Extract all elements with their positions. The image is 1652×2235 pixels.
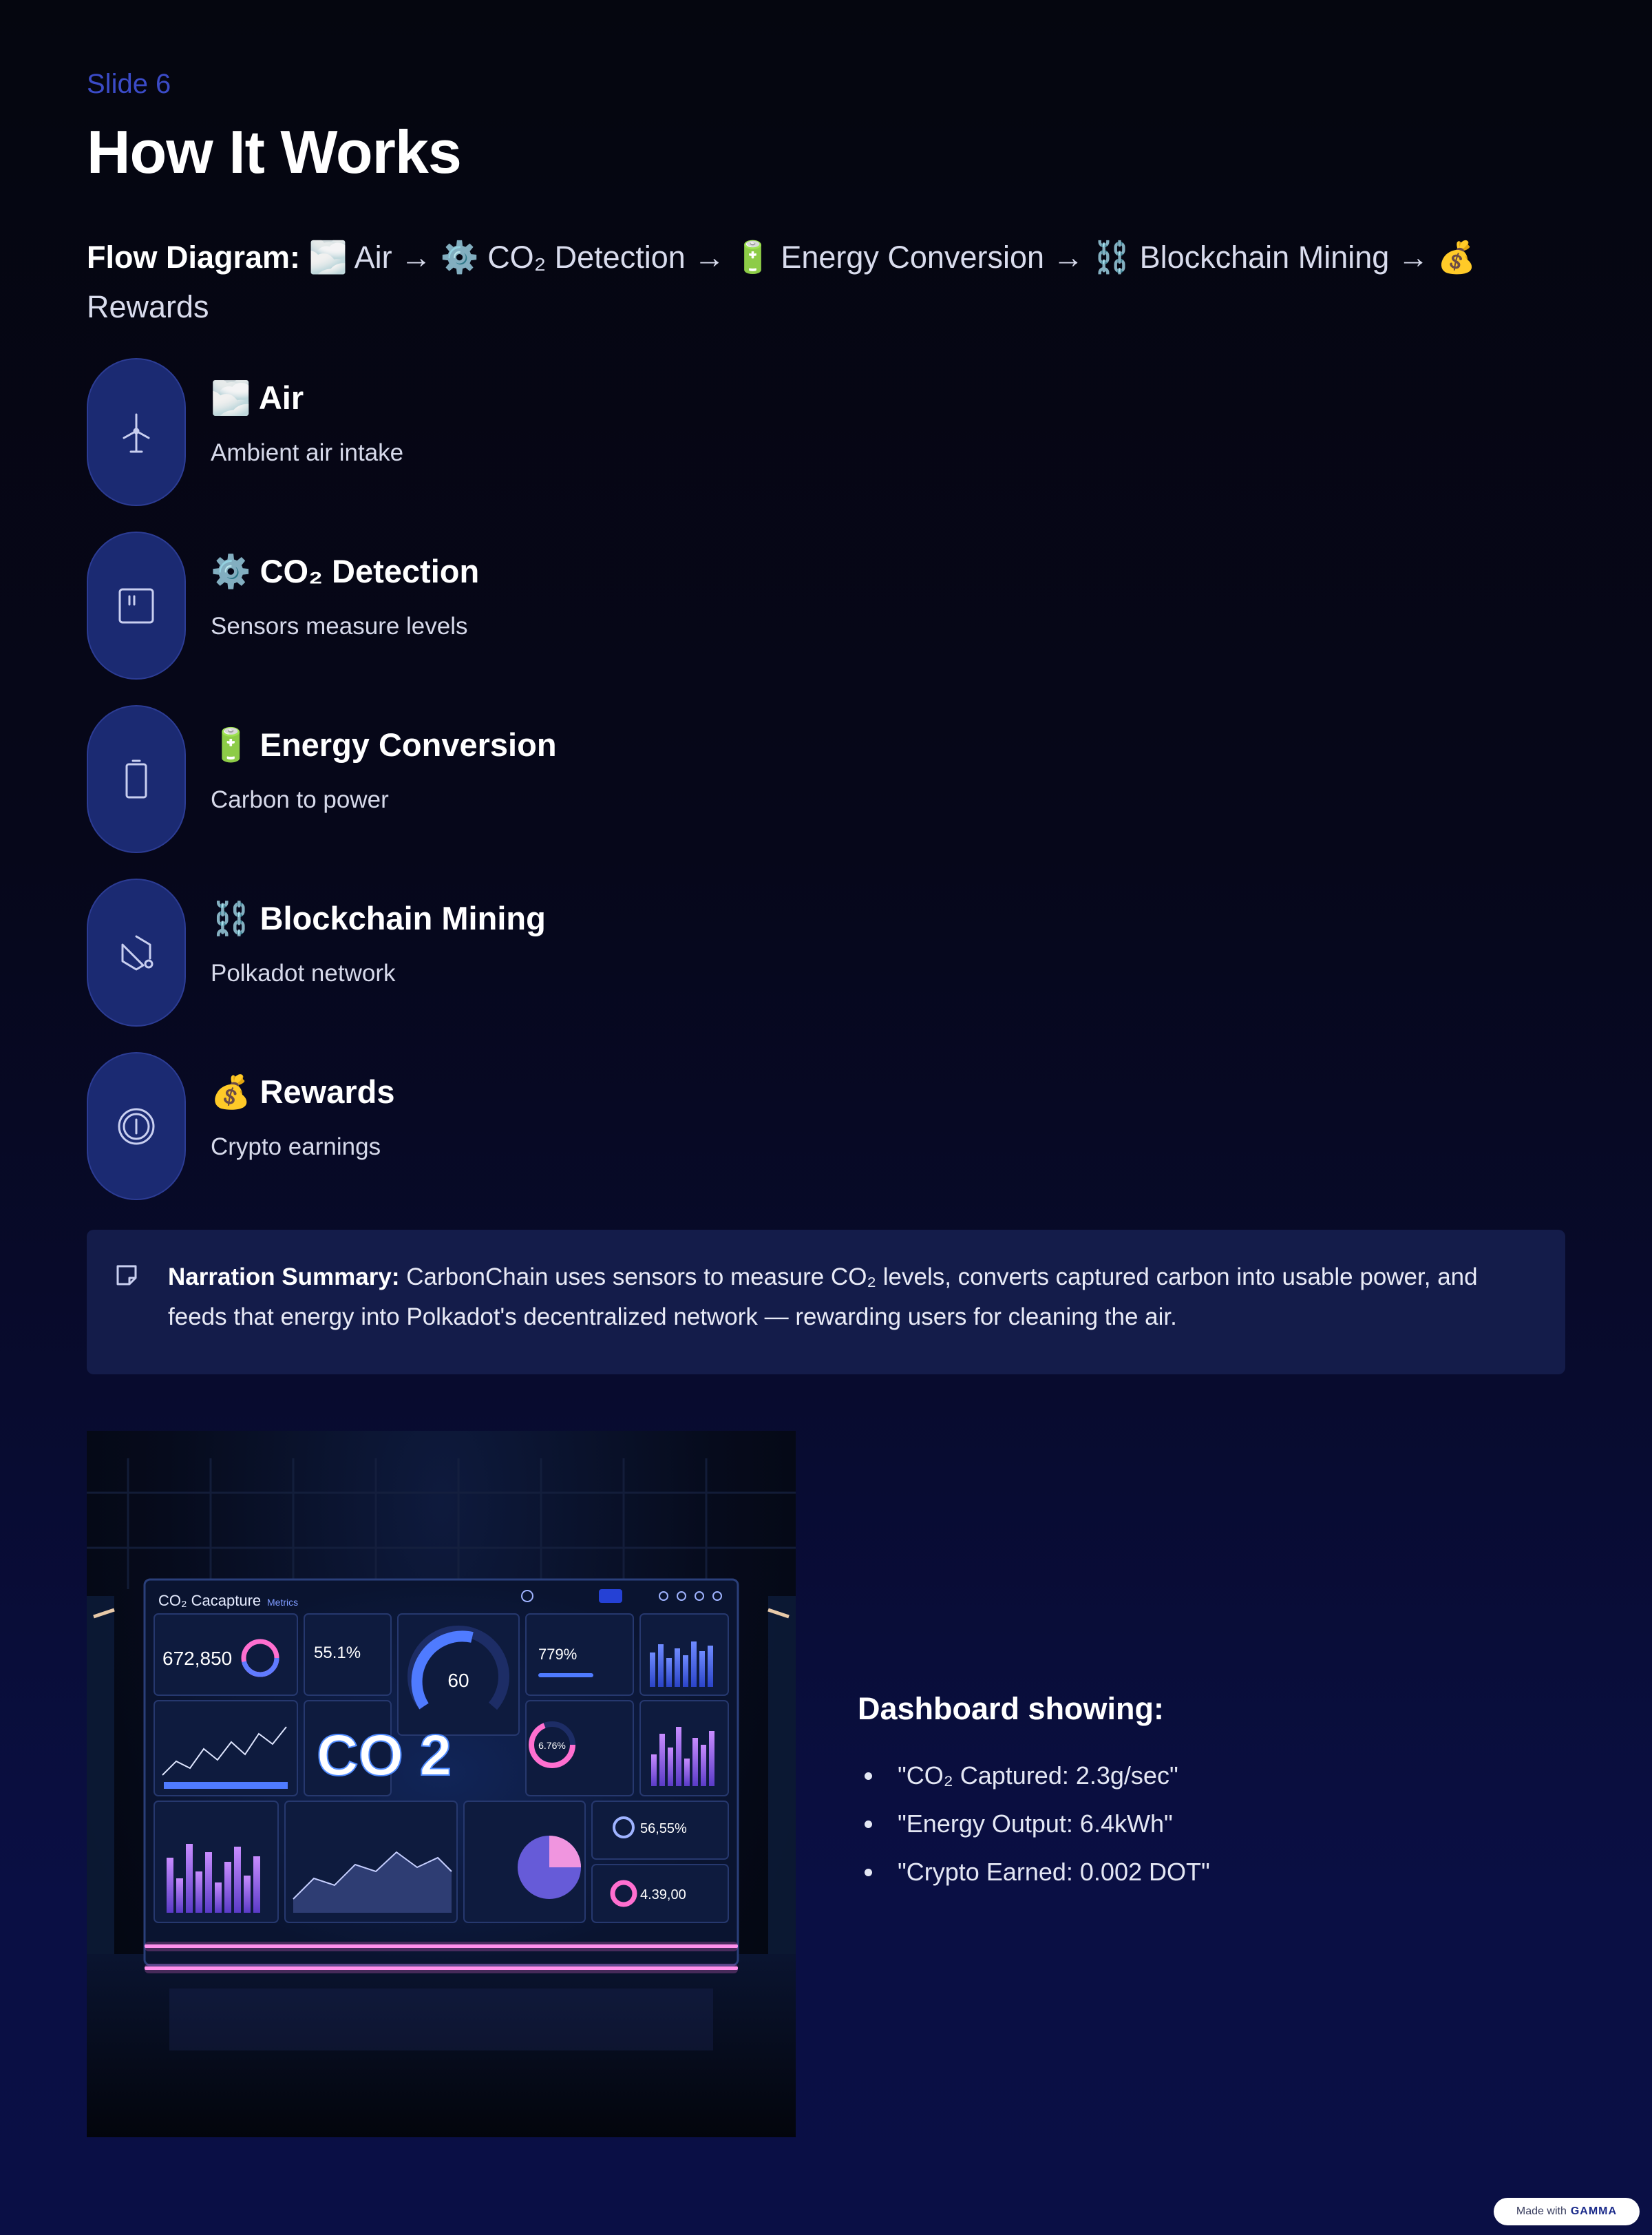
step-title: ⚙️ CO₂ Detection: [211, 553, 480, 591]
chain-emoji-icon: ⛓️: [1092, 239, 1132, 275]
step-icon-pill: [87, 705, 186, 853]
list-item: "Energy Output: 6.4kWh": [858, 1800, 1210, 1848]
chain-emoji-icon: ⛓️: [211, 900, 251, 938]
step-description: Polkadot network: [211, 960, 396, 987]
step-co2-detection: [87, 532, 913, 680]
dashboard-header-tag: Metrics: [267, 1597, 299, 1608]
step-blockchain-mining: [87, 879, 913, 1027]
step-icon-pill: [87, 532, 186, 680]
step-icon-pill: [87, 1052, 186, 1200]
flow-item: 🔋 Energy Conversion →: [733, 239, 1093, 275]
hexagon-node-icon: [116, 932, 157, 974]
stat-efficiency: 779%: [538, 1646, 578, 1663]
stat-earnings: 4.39,00: [640, 1887, 686, 1902]
step-icon-pill: [87, 879, 186, 1027]
step-description: Sensors measure levels: [211, 613, 468, 640]
step-air: [87, 358, 913, 506]
gear-emoji-icon: ⚙️: [211, 553, 251, 591]
dashboard-image: [87, 1431, 796, 2137]
step-title: 🌫️ Air: [211, 379, 304, 417]
battery-icon: [121, 757, 151, 801]
narration-text: Narration Summary: CarbonChain uses sensors to measure CO₂ levels, converts captured carbon into usable power, and feeds that energy into Polkadot's decentralized network — rewarding users for cleaning the air.: [168, 1263, 1478, 1330]
battery-emoji-icon: 🔋: [733, 239, 772, 275]
gauge-value: 60: [447, 1670, 469, 1691]
fog-emoji-icon: 🌫️: [308, 239, 348, 275]
wind-turbine-icon: [120, 410, 153, 454]
step-energy-conversion: [87, 705, 913, 853]
step-description: Ambient air intake: [211, 439, 404, 466]
step-title: 💰 Rewards: [211, 1073, 395, 1111]
money-bag-emoji-icon: 💰: [1437, 239, 1476, 275]
list-item: "Crypto Earned: 0.002 DOT": [858, 1848, 1210, 1896]
gear-emoji-icon: ⚙️: [440, 239, 479, 275]
badge-prefix: Made with: [1516, 2205, 1567, 2217]
coin-icon: [116, 1106, 157, 1147]
step-icon-pill: [87, 358, 186, 506]
dashboard-metrics-list: [858, 1752, 1210, 1896]
dashboard-illustration: [87, 1431, 796, 2137]
narration-summary-box: [87, 1230, 1565, 1374]
dashboard-title: Dashboard showing:: [858, 1691, 1165, 1726]
page-title: How It Works: [87, 118, 461, 186]
gamma-logo: GAMMA: [1570, 2205, 1618, 2217]
flow-label: Flow Diagram:: [87, 240, 301, 275]
flow-item: ⚙️ CO₂ Detection →: [440, 239, 734, 275]
flow-item: ⛓️ Blockchain Mining →: [1092, 239, 1438, 275]
list-item: "CO₂ Captured: 2.3g/sec": [858, 1752, 1210, 1800]
battery-emoji-icon: 🔋: [211, 726, 251, 764]
step-description: Carbon to power: [211, 786, 389, 813]
step-title: 🔋 Energy Conversion: [211, 726, 557, 764]
step-description: Crypto earnings: [211, 1133, 381, 1160]
sensor-icon: [116, 585, 157, 627]
step-title: ⛓️ Blockchain Mining: [211, 900, 546, 938]
flow-item: 💰 Rewards: [87, 239, 1476, 324]
dashboard-header-title: CO₂ Cacapture: [158, 1592, 262, 1609]
stat-share: 56,55%: [640, 1821, 687, 1836]
money-bag-emoji-icon: 💰: [211, 1073, 251, 1111]
fog-emoji-icon: 🌫️: [211, 379, 251, 417]
slide-number: Slide 6: [87, 69, 171, 99]
stat-captured-total: 672,850: [162, 1648, 233, 1669]
note-icon: [114, 1263, 139, 1288]
donut-value: 6.76%: [538, 1740, 566, 1751]
flow-item: 🌫️ Air →: [308, 239, 441, 275]
made-with-gamma-badge[interactable]: [1494, 2198, 1640, 2225]
step-rewards: [87, 1052, 913, 1200]
flow-diagram: [87, 233, 1491, 332]
stat-percent: 55.1%: [314, 1644, 361, 1662]
co2-big-label: CO 2: [317, 1723, 452, 1787]
